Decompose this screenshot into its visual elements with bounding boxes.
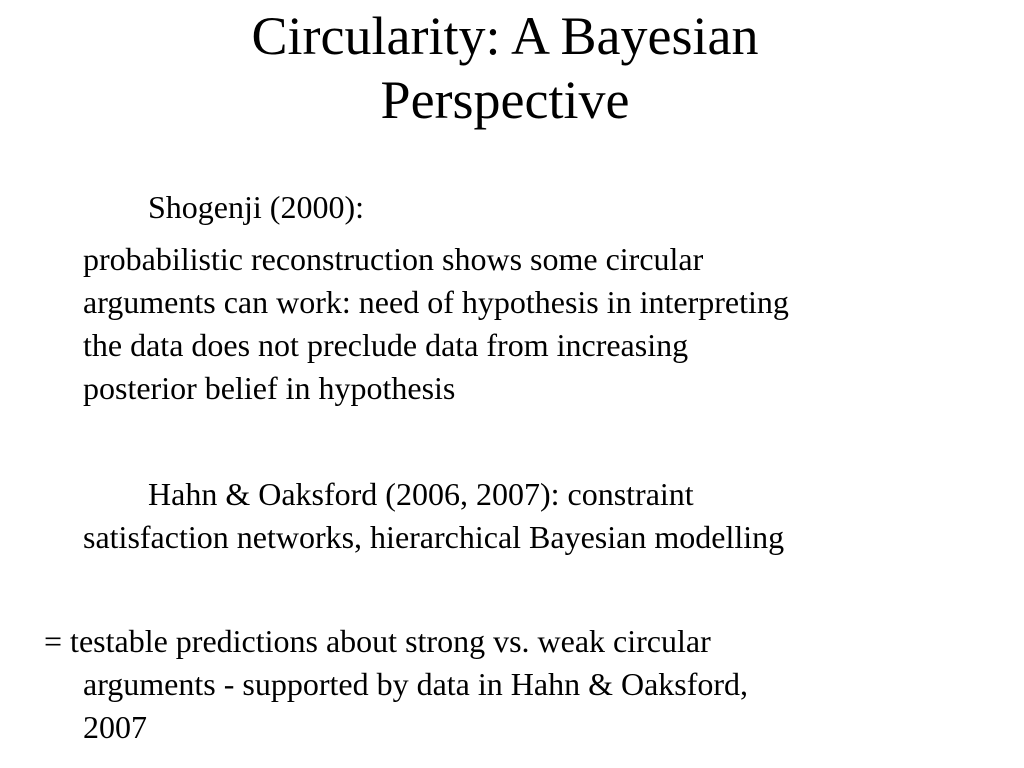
hahn-line-2: satisfaction networks, hierarchical Bayesian modelling [83, 519, 785, 555]
conclusion-line-3: 2007 [83, 709, 147, 745]
hahn-line-1: Hahn & Oaksford (2006, 2007): constraint [148, 476, 694, 512]
shogenji-line-2: arguments can work: need of hypothesis in interpreting [83, 284, 789, 320]
title-line-1: Circularity: A Bayesian [251, 6, 759, 66]
shogenji-line-1: probabilistic reconstruction shows some circular [83, 241, 704, 277]
shogenji-paragraph [83, 238, 789, 410]
conclusion-paragraph [44, 620, 748, 749]
shogenji-heading: Shogenji (2000): [148, 189, 364, 225]
slide-title [0, 4, 1010, 132]
hahn-paragraph [83, 473, 784, 559]
conclusion-line-1: = testable predictions about strong vs. weak circular [44, 623, 711, 659]
title-line-2: Perspective [380, 70, 630, 130]
conclusion-line-2: arguments - supported by data in Hahn & Oaksford, [83, 666, 749, 702]
shogenji-line-4: posterior belief in hypothesis [83, 370, 456, 406]
shogenji-line-3: the data does not preclude data from increasing [83, 327, 689, 363]
